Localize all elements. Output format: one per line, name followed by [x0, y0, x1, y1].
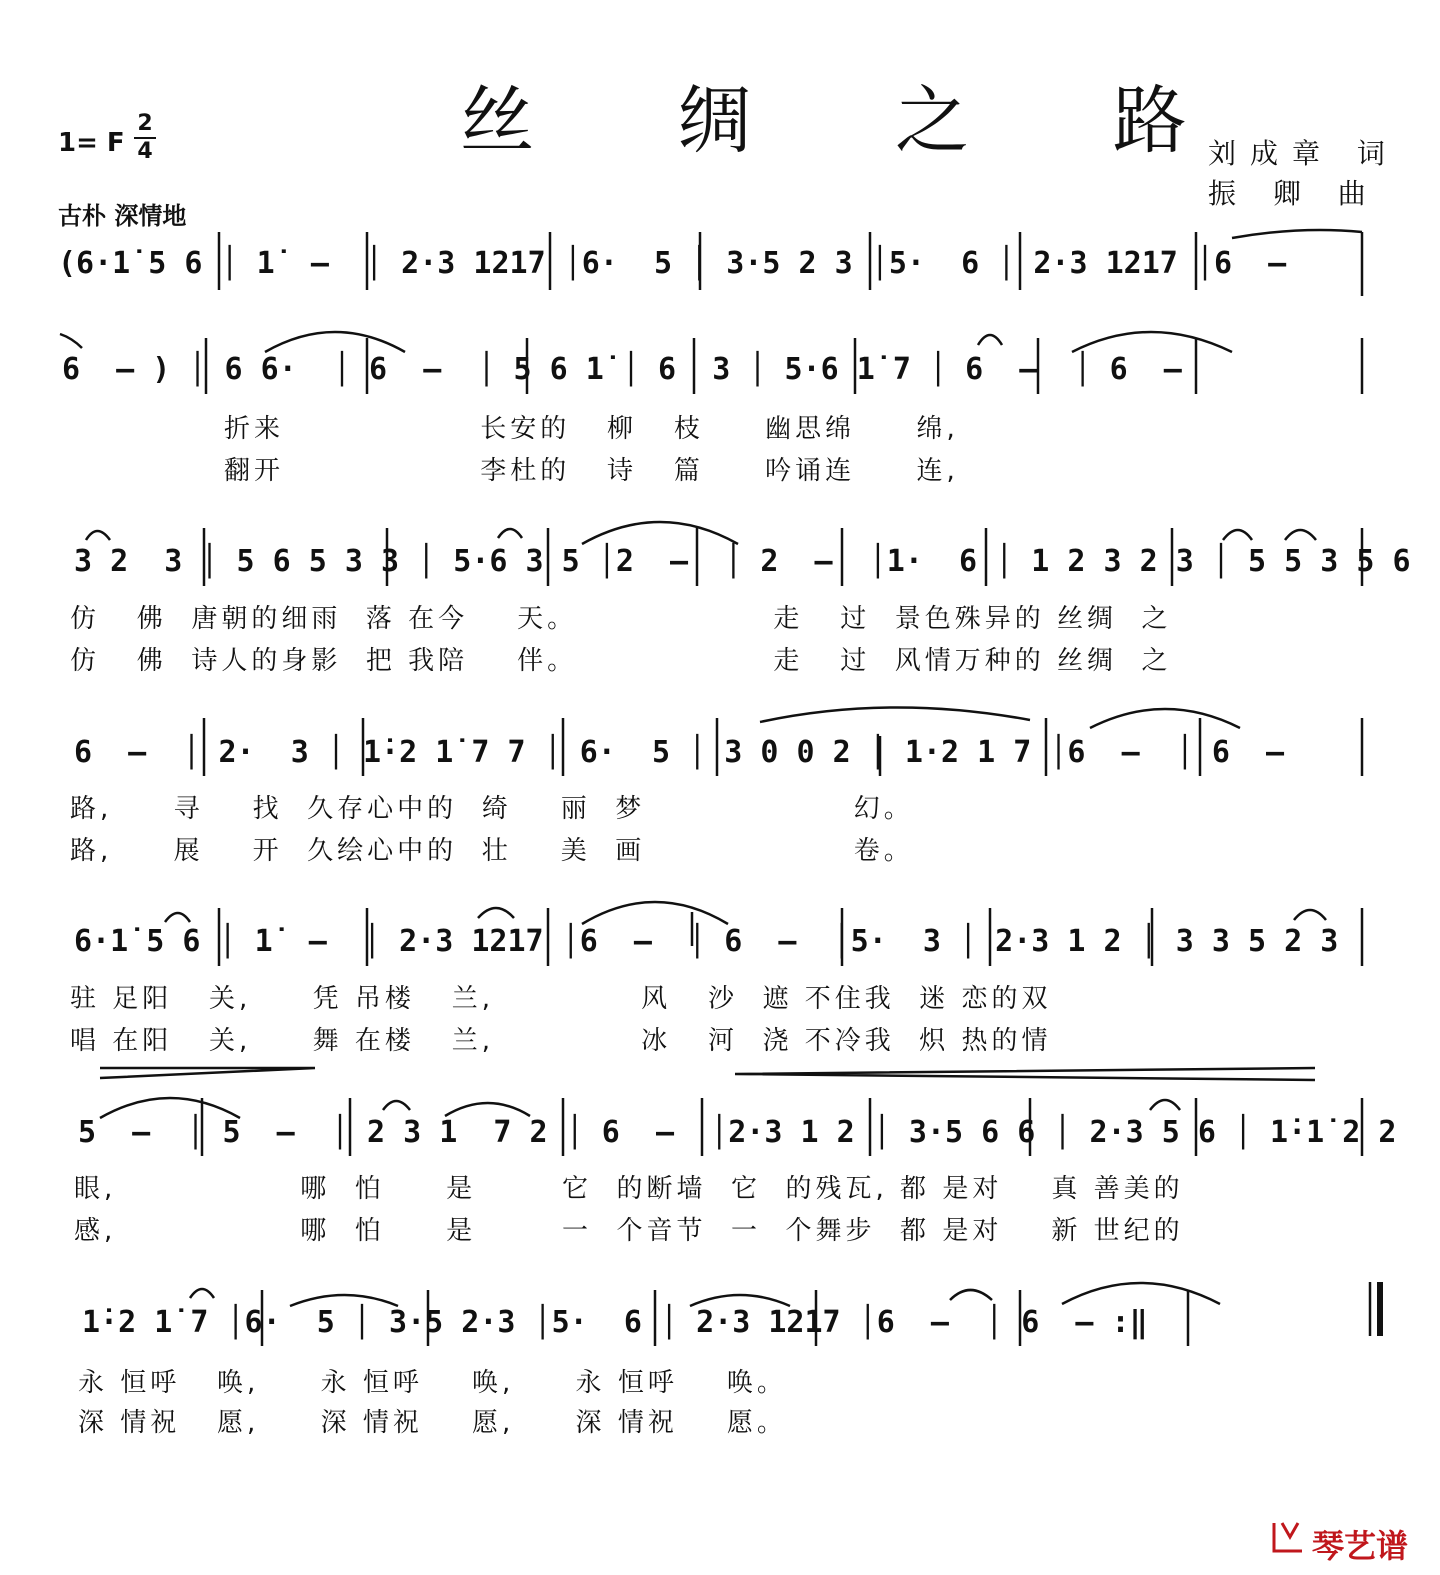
- lyricist-credit: 刘成章 词: [1208, 137, 1399, 170]
- lyric-verse-1: 永 恒呼 唤, 永 恒呼 唤, 永 恒呼 唤。: [78, 1368, 787, 1398]
- time-signature-bottom: 4: [137, 139, 153, 164]
- watermark: [1268, 1517, 1418, 1565]
- lyric-verse-2: 仿 佛 诗人的身影 把 我陪 伴。 走 过 风情万种的 丝绸 之: [70, 646, 1172, 676]
- watermark-text: 琴艺谱: [1312, 1527, 1409, 1565]
- notes-line: 6 – │ 2· 3 │ 1̇·2 1̇ 7 7 │ 6· 5 │ 3 0 0 2 │ 1·2 1 7 │6 – │ 6 –: [74, 735, 1285, 770]
- lyric-verse-2: 唱 在阳 关, 舞 在楼 兰, 冰 河 浇 不冷我 炽 热的情: [70, 1026, 1052, 1056]
- lyric-verse-1: 路, 寻 找 久存心中的 绮 丽 梦 幻。: [70, 794, 914, 824]
- lyric-verse-1: 驻 足阳 关, 凭 吊楼 兰, 风 沙 遮 不住我 迷 恋的双: [70, 984, 1052, 1014]
- lyric-verse-1: 折来 长安的 柳 枝 幽思绵 绵,: [224, 414, 959, 444]
- song-title: 丝 绸 之 路: [460, 78, 1247, 164]
- composer-credit: 振 卿 曲: [1208, 177, 1380, 210]
- lyric-verse-2: 翻开 李杜的 诗 篇 吟诵连 连,: [224, 456, 959, 486]
- lyric-verse-2: 感, 哪 怕 是 一 个音节 一 个舞步 都 是对 新 世纪的: [74, 1216, 1184, 1246]
- notes-line: 3 2 3 │ 5 6 5 3 3 │ 5·6 3 5 │2 – │ 2 – │1· 6 │ 1 2 3 2 3 │ 5 5 3 5 6: [74, 544, 1411, 579]
- tempo-marking: 古朴 深情地: [58, 202, 187, 230]
- lyric-verse-2: 路, 展 开 久绘心中的 壮 美 画 卷。: [70, 836, 914, 866]
- lyric-verse-1: 仿 佛 唐朝的细雨 落 在今 天。 走 过 景色殊异的 丝绸 之: [70, 604, 1172, 634]
- notes-line: 6 – ) │ 6 6· │ 6 – │ 5 6 1̇ │ 6 3 │ 5·6 1̇ 7 │ 6 – │ 6 –: [62, 352, 1182, 387]
- lyric-verse-2: 深 情祝 愿, 深 情祝 愿, 深 情祝 愿。: [78, 1408, 787, 1438]
- notes-line: 1̇·2 1̇ 7 │6· 5 │ 3·5 2·3 │5· 6 │ 2·3 1217 │6 – │ 6 – :‖: [82, 1305, 1148, 1340]
- key-signature: 1= F: [58, 128, 125, 158]
- watermark-logo-icon: [1268, 1517, 1308, 1557]
- time-signature-top: 2: [137, 111, 153, 136]
- lyric-verse-1: 眼, 哪 怕 是 它 的断墙 它 的残瓦, 都 是对 真 善美的: [74, 1174, 1184, 1204]
- notes-line: 5 – │ 5 – │ 2 3 1 7 2 │ 6 – │2·3 1 2 │ 3·5 6 6 │ 2·3 5 6 │ 1̇·1̇ 2 2: [78, 1115, 1397, 1150]
- notes-line: 6·1̇ 5 6 │ 1̇ – │ 2·3 1217 │6 – │ 6 – │5· 3 │ 2·3 1 2 │ 3 3 5 2 3: [74, 924, 1339, 959]
- notes-line: (6·1̇ 5 6 │ 1̇ – │ 2·3 1217 │6· 5 │ 3·5 2 3 │5· 6 │ 2·3 1217 │6 –: [58, 246, 1287, 281]
